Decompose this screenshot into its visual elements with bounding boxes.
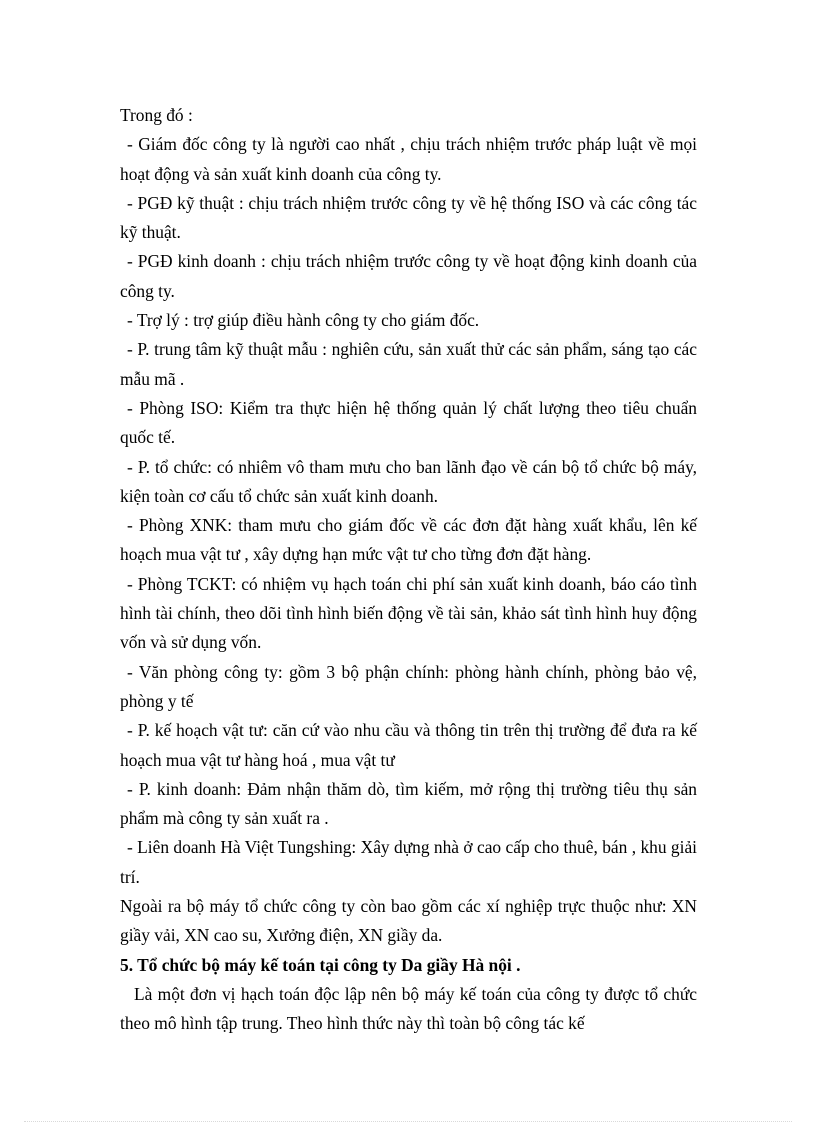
list-item: - Phòng TCKT: có nhiệm vụ hạch toán chi phí sản xuất kinh doanh, báo cáo tình hình tài chính, theo dõi tình hình biến động về tài sản, khảo sát tình hình huy động vốn và sử dụng vốn. — [120, 573, 697, 653]
list-item: - Giám đốc công ty là người cao nhất , chịu trách nhiệm trước pháp luật về mọi hoạt động và sản xuất kinh doanh của công ty. — [120, 134, 697, 184]
page-bottom-divider — [24, 1121, 792, 1122]
list-item: - P. tổ chức: có nhiêm vô tham mưu cho ban lãnh đạo về cán bộ tổ chức bộ máy, kiện toàn cơ cấu tổ chức sản xuất kinh doanh. — [120, 456, 697, 506]
document-page — [120, 101, 697, 1039]
list-item: - P. kế hoạch vật tư: căn cứ vào nhu cầu và thông tin trên thị trường để đưa ra kế hoạch mua vật tư hàng hoá , mua vật tư — [120, 720, 697, 770]
list-item: - P. kinh doanh: Đảm nhận thăm dò, tìm kiếm, mở rộng thị trường tiêu thụ sản phẩm mà công ty sản xuất ra . — [120, 778, 697, 829]
section-heading: 5. Tổ chức bộ máy kế toán tại công ty Da giầy Hà nội . — [120, 954, 521, 975]
role-list — [120, 130, 697, 892]
list-item: - PGĐ kỹ thuật : chịu trách nhiệm trước công ty về hệ thống ISO và các công tác kỹ thuật. — [120, 192, 697, 243]
list-item: - Trợ lý : trợ giúp điều hành công ty cho giám đốc. — [127, 310, 480, 331]
outro-paragraph: Ngoài ra bộ máy tổ chức công ty còn bao gồm các xí nghiệp trực thuộc như: XN giầy vải, XN cao su, Xưởng điện, XN giầy da. — [120, 896, 697, 946]
intro-text: Trong đó : — [120, 105, 193, 125]
list-item: - Liên doanh Hà Việt Tungshing: Xây dựng nhà ở cao cấp cho thuê, bán , khu giải trí. — [120, 837, 697, 887]
list-item: - PGĐ kinh doanh : chịu trách nhiệm trước công ty về hoạt động kinh doanh của công ty. — [120, 251, 697, 301]
list-item: - Phòng XNK: tham mưu cho giám đốc về các đơn đặt hàng xuất khẩu, lên kế hoạch mua vật tư , xây dựng hạn mức vật tư cho từng đơn đặt hàng. — [120, 515, 697, 565]
list-item: - P. trung tâm kỹ thuật mẫu : nghiên cứu, sản xuất thử các sản phẩm, sáng tạo các mẫu mã . — [120, 339, 697, 389]
section-body-paragraph: Là một đơn vị hạch toán độc lập nên bộ máy kế toán của công ty được tổ chức theo mô hình tập trung. Theo hình thức này thì toàn bộ công tác kế — [120, 983, 697, 1034]
list-item: - Văn phòng công ty: gồm 3 bộ phận chính: phòng hành chính, phòng bảo vệ, phòng y tế — [120, 661, 697, 711]
list-item: - Phòng ISO: Kiểm tra thực hiện hệ thống quản lý chất lượng theo tiêu chuẩn quốc tế. — [120, 397, 697, 448]
